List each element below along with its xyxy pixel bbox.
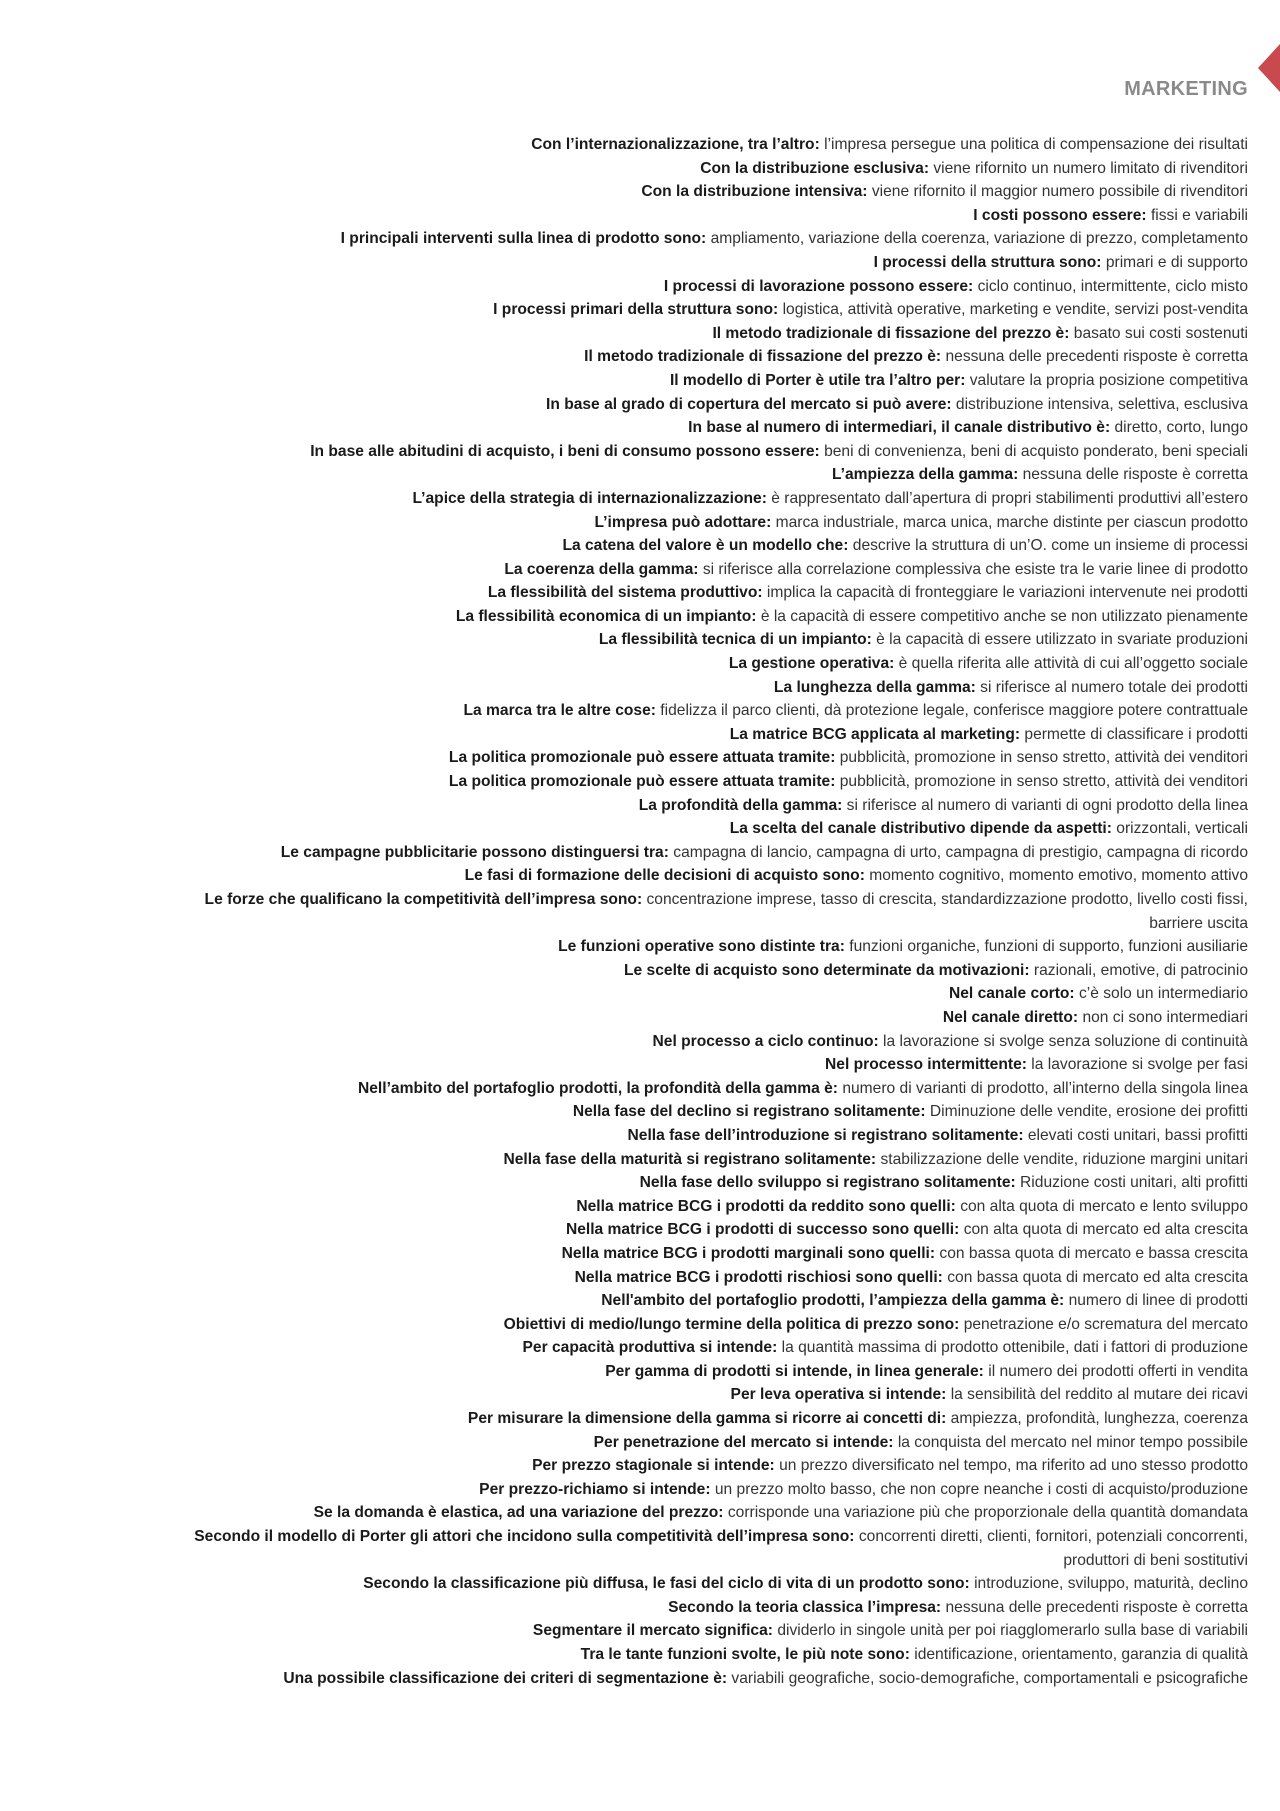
- qa-answer: la conquista del mercato nel minor tempo possibile: [897, 1433, 1248, 1451]
- qa-question: Le campagne pubblicitarie possono distinguersi tra:: [280, 843, 669, 861]
- qa-question: I processi della struttura sono:: [873, 253, 1102, 271]
- qa-question: La coerenza della gamma:: [504, 560, 699, 578]
- qa-question: Nella matrice BCG i prodotti marginali sono quelli:: [561, 1244, 936, 1262]
- qa-answer: beni di convenienza, beni di acquisto ponderato, beni speciali: [824, 442, 1248, 460]
- qa-item: [160, 1313, 1248, 1337]
- qa-answer: marca industriale, marca unica, marche distinte per ciascun prodotto: [775, 513, 1248, 531]
- qa-question: Se la domanda è elastica, ad una variazione del prezzo:: [313, 1504, 724, 1522]
- qa-item: [160, 841, 1248, 865]
- qa-item: [160, 1596, 1248, 1620]
- qa-question: Le forze che qualificano la competitività dell’impresa sono:: [204, 891, 643, 908]
- qa-question: Il metodo tradizionale di fissazione del prezzo è:: [712, 324, 1070, 342]
- qa-question: Per prezzo-richiamo si intende:: [479, 1480, 711, 1498]
- qa-answer: concorrenti diretti, clienti, fornitori, potenziali concorrenti, produttori di beni sostitutivi: [858, 1528, 1248, 1569]
- qa-answer: stabilizzazione delle vendite, riduzione margini unitari: [880, 1150, 1248, 1168]
- qa-answer: concentrazione imprese, tasso di crescita, standardizzazione prodotto, livello costi fissi, barriere uscita: [646, 891, 1248, 932]
- qa-answer: primari e di supporto: [1105, 253, 1248, 271]
- qa-question: La politica promozionale può essere attuata tramite:: [448, 749, 836, 767]
- qa-item: [160, 676, 1248, 700]
- qa-answer: viene rifornito un numero limitato di rivenditori: [933, 159, 1248, 177]
- qa-answer: penetrazione e/o scrematura del mercato: [963, 1315, 1248, 1333]
- qa-question: La marca tra le altre cose:: [463, 702, 656, 720]
- qa-question: Nel canale corto:: [948, 985, 1075, 1003]
- qa-answer: elevati costi unitari, bassi profitti: [1027, 1126, 1248, 1144]
- qa-item: [160, 605, 1248, 629]
- qa-item: [160, 1478, 1248, 1502]
- qa-item: [160, 935, 1248, 959]
- qa-question: Per penetrazione del mercato si intende:: [593, 1433, 894, 1451]
- qa-question: Nella fase dell’introduzione si registrano solitamente:: [627, 1126, 1024, 1144]
- qa-item: [160, 322, 1248, 346]
- qa-answer: campagna di lancio, campagna di urto, campagna di prestigio, campagna di ricordo: [673, 843, 1248, 861]
- qa-question: Per capacità produttiva si intende:: [522, 1339, 778, 1357]
- qa-answer: l’impresa persegue una politica di compensazione dei risultati: [824, 136, 1248, 153]
- qa-question: Nel canale diretto:: [942, 1008, 1079, 1026]
- qa-question: Nell’ambito del portafoglio prodotti, la profondità della gamma è:: [358, 1079, 838, 1097]
- qa-item: [160, 463, 1248, 487]
- qa-question: I processi di lavorazione possono essere:: [663, 277, 974, 295]
- qa-item: [160, 180, 1248, 204]
- qa-answer: ampliamento, variazione della coerenza, variazione di prezzo, completamento: [710, 230, 1248, 248]
- qa-answer: logistica, attività operative, marketing e vendite, servizi post-vendita: [782, 301, 1248, 319]
- qa-answer: si riferisce alla correlazione complessiva che esiste tra le varie linee di prodotto: [702, 560, 1248, 578]
- qa-question: La politica promozionale può essere attuata tramite:: [448, 773, 836, 791]
- qa-question: Nel processo intermittente:: [825, 1056, 1027, 1074]
- qa-question: La flessibilità tecnica di un impianto:: [598, 631, 872, 649]
- qa-answer: la lavorazione si svolge senza soluzione di continuità: [883, 1032, 1248, 1050]
- qa-answer: con bassa quota di mercato e bassa crescita: [939, 1244, 1248, 1262]
- qa-item: [160, 1501, 1248, 1525]
- qa-answer: pubblicità, promozione in senso stretto, attività dei venditori: [839, 749, 1248, 767]
- qa-question: La matrice BCG applicata al marketing:: [729, 725, 1021, 743]
- qa-question: Nel processo a ciclo continuo:: [652, 1032, 879, 1050]
- qa-item: [160, 1643, 1248, 1667]
- qa-item: [160, 1383, 1248, 1407]
- qa-item: [160, 864, 1248, 888]
- qa-answer: momento cognitivo, momento emotivo, momento attivo: [869, 867, 1248, 885]
- qa-answer: ampiezza, profondità, lunghezza, coerenza: [950, 1410, 1248, 1428]
- qa-item: [160, 1148, 1248, 1172]
- qa-item: [160, 888, 1248, 935]
- qa-question: I costi possono essere:: [973, 206, 1147, 224]
- qa-item: [160, 581, 1248, 605]
- qa-item: [160, 1454, 1248, 1478]
- qa-item: [160, 1407, 1248, 1431]
- qa-answer: orizzontali, verticali: [1116, 820, 1248, 838]
- qa-question: In base al numero di intermediari, il canale distributivo è:: [688, 419, 1111, 437]
- qa-item: [160, 1266, 1248, 1290]
- qa-question: In base al grado di copertura del mercato si può avere:: [546, 395, 952, 413]
- qa-question: Nella matrice BCG i prodotti da reddito sono quelli:: [576, 1197, 956, 1215]
- qa-question: Secondo la classificazione più diffusa, le fasi del ciclo di vita di un prodotto sono:: [363, 1575, 970, 1593]
- qa-answer: numero di varianti di prodotto, all’interno della singola linea: [842, 1079, 1248, 1097]
- qa-answer: diretto, corto, lungo: [1114, 419, 1248, 437]
- qa-item: [160, 558, 1248, 582]
- qa-item: [160, 1360, 1248, 1384]
- qa-answer: funzioni organiche, funzioni di supporto, funzioni ausiliarie: [849, 938, 1248, 956]
- qa-answer: corrisponde una variazione più che proporzionale della quantità domandata: [727, 1504, 1248, 1522]
- qa-question: Il metodo tradizionale di fissazione del prezzo è:: [584, 348, 942, 366]
- qa-item: [160, 1195, 1248, 1219]
- qa-question: Tra le tante funzioni svolte, le più note sono:: [580, 1646, 910, 1663]
- qa-question: Le fasi di formazione delle decisioni di acquisto sono:: [464, 867, 865, 885]
- qa-item: [160, 982, 1248, 1006]
- qa-item: [160, 746, 1248, 770]
- qa-item: [160, 1525, 1248, 1572]
- qa-item: [160, 369, 1248, 393]
- qa-item: [160, 959, 1248, 983]
- qa-item: [160, 133, 1248, 157]
- qa-item: [160, 204, 1248, 228]
- qa-item: [160, 1124, 1248, 1148]
- qa-answer: descrive la struttura di un’O. come un insieme di processi: [852, 537, 1248, 555]
- qa-question: Nella fase della maturità si registrano solitamente:: [503, 1150, 877, 1168]
- qa-question: Nell'ambito del portafoglio prodotti, l’ampiezza della gamma è:: [601, 1292, 1065, 1310]
- qa-answer: implica la capacità di fronteggiare le variazioni intervenute nei prodotti: [766, 584, 1248, 602]
- qa-question: Nella matrice BCG i prodotti di successo sono quelli:: [565, 1221, 960, 1239]
- qa-question: L’ampiezza della gamma:: [831, 466, 1019, 484]
- qa-item: [160, 1619, 1248, 1643]
- qa-question: La catena del valore è un modello che:: [562, 537, 849, 555]
- qa-answer: viene rifornito il maggior numero possibile di rivenditori: [871, 183, 1248, 201]
- qa-answer: non ci sono intermediari: [1082, 1008, 1248, 1026]
- qa-item: [160, 628, 1248, 652]
- qa-answer: con alta quota di mercato e lento sviluppo: [960, 1197, 1248, 1215]
- qa-question: Le scelte di acquisto sono determinate da motivazioni:: [624, 961, 1030, 979]
- qa-item: [160, 794, 1248, 818]
- qa-item: [160, 511, 1248, 535]
- qa-answer: ciclo continuo, intermittente, ciclo misto: [977, 277, 1248, 295]
- corner-tab-marker: [1258, 44, 1280, 92]
- qa-question: Con la distribuzione intensiva:: [641, 183, 868, 201]
- qa-answer: distribuzione intensiva, selettiva, esclusiva: [955, 395, 1248, 413]
- qa-item: [160, 251, 1248, 275]
- qa-answer: si riferisce al numero di varianti di ogni prodotto della linea: [846, 796, 1248, 814]
- qa-question: L’impresa può adottare:: [594, 513, 772, 531]
- qa-question: La flessibilità economica di un impianto:: [455, 607, 757, 625]
- qa-answer: Diminuzione delle vendite, erosione dei profitti: [929, 1103, 1248, 1121]
- qa-item: [160, 1667, 1248, 1691]
- qa-item: [160, 1053, 1248, 1077]
- qa-item: [160, 534, 1248, 558]
- qa-item: [160, 1431, 1248, 1455]
- qa-answer: il numero dei prodotti offerti in vendita: [988, 1362, 1248, 1380]
- qa-question: Per leva operativa si intende:: [730, 1386, 947, 1404]
- qa-question: Obiettivi di medio/lungo termine della politica di prezzo sono:: [503, 1315, 960, 1333]
- qa-item: [160, 487, 1248, 511]
- qa-answer: permette di classificare i prodotti: [1024, 725, 1248, 743]
- qa-answer: si riferisce al numero totale dei prodotti: [980, 678, 1248, 696]
- qa-item: [160, 1100, 1248, 1124]
- qa-question: Nella matrice BCG i prodotti rischiosi sono quelli:: [574, 1268, 943, 1286]
- qa-question: Nella fase del declino si registrano solitamente:: [572, 1103, 926, 1121]
- qa-item: [160, 1077, 1248, 1101]
- qa-answer: dividerlo in singole unità per poi riagglomerarlo sulla base di variabili: [777, 1622, 1248, 1640]
- qa-question: Per prezzo stagionale si intende:: [532, 1457, 775, 1475]
- qa-question: La profondità della gamma:: [638, 796, 843, 814]
- qa-answer: con bassa quota di mercato ed alta crescita: [947, 1268, 1248, 1286]
- qa-question: Per misurare la dimensione della gamma si ricorre ai concetti di:: [467, 1410, 947, 1428]
- qa-item: [160, 1336, 1248, 1360]
- qa-item: [160, 1242, 1248, 1266]
- qa-item: [160, 1572, 1248, 1596]
- qa-question: Secondo il modello di Porter gli attori che incidono sulla competitività dell’impresa sono:: [194, 1528, 855, 1546]
- qa-item: [160, 723, 1248, 747]
- qa-question: La scelta del canale distributivo dipende da aspetti:: [729, 820, 1112, 838]
- qa-item: [160, 440, 1248, 464]
- qa-item: [160, 699, 1248, 723]
- qa-question: La flessibilità del sistema produttivo:: [487, 584, 763, 602]
- qa-answer: Riduzione costi unitari, alti profitti: [1020, 1174, 1248, 1192]
- qa-question: Secondo la teoria classica l’impresa:: [668, 1598, 942, 1616]
- qa-answer: c’è solo un intermediario: [1078, 985, 1248, 1003]
- qa-answer: valutare la propria posizione competitiva: [969, 371, 1248, 389]
- qa-answer: è rappresentato dall’apertura di propri stabilimenti produttivi all’estero: [771, 489, 1248, 507]
- qa-item: [160, 393, 1248, 417]
- qa-answer: è quella riferita alle attività di cui all’oggetto sociale: [898, 655, 1248, 673]
- qa-item: [160, 770, 1248, 794]
- qa-question: In base alle abitudini di acquisto, i beni di consumo possono essere:: [310, 442, 820, 460]
- qa-question: I processi primari della struttura sono:: [493, 301, 779, 319]
- qa-item: [160, 416, 1248, 440]
- qa-item: [160, 157, 1248, 181]
- qa-answer: pubblicità, promozione in senso stretto, attività dei venditori: [839, 773, 1248, 791]
- qa-answer: è la capacità di essere utilizzato in svariate produzioni: [876, 631, 1248, 649]
- qa-answer: la sensibilità del reddito al mutare dei ricavi: [950, 1386, 1248, 1404]
- qa-answer: numero di linee di prodotti: [1068, 1292, 1248, 1310]
- qa-answer: variabili geografiche, socio-demografiche, comportamentali e psicografiche: [731, 1669, 1248, 1687]
- qa-question: La lunghezza della gamma:: [773, 678, 976, 696]
- qa-item: [160, 1030, 1248, 1054]
- qa-question: I principali interventi sulla linea di prodotto sono:: [340, 230, 707, 248]
- qa-question: Segmentare il mercato significa:: [532, 1622, 773, 1640]
- qa-item: [160, 1218, 1248, 1242]
- qa-question: Nella fase dello sviluppo si registrano solitamente:: [639, 1174, 1016, 1192]
- qa-answer: basato sui costi sostenuti: [1073, 324, 1248, 342]
- qa-answer: nessuna delle risposte è corretta: [1022, 466, 1248, 484]
- qa-question: Una possibile classificazione dei criteri di segmentazione è:: [283, 1669, 728, 1687]
- qa-answer: un prezzo molto basso, che non copre neanche i costi di acquisto/produzione: [714, 1480, 1248, 1498]
- qa-answer: fissi e variabili: [1150, 206, 1248, 224]
- qa-answer: nessuna delle precedenti risposte è corretta: [945, 1598, 1248, 1616]
- qa-question: Il modello di Porter è utile tra l’altro per:: [669, 371, 966, 389]
- qa-item: [160, 345, 1248, 369]
- qa-answer: con alta quota di mercato ed alta crescita: [963, 1221, 1248, 1239]
- qa-answer: razionali, emotive, di patrocinio: [1033, 961, 1248, 979]
- qa-answer: la quantità massima di prodotto ottenibile, dati i fattori di produzione: [781, 1339, 1248, 1357]
- page-header-title: MARKETING: [1124, 78, 1248, 100]
- qa-list: [160, 133, 1248, 1690]
- qa-item: [160, 227, 1248, 251]
- qa-question: L’apice della strategia di internazionalizzazione:: [412, 489, 767, 507]
- qa-item: [160, 1171, 1248, 1195]
- qa-answer: un prezzo diversificato nel tempo, ma riferito ad uno stesso prodotto: [779, 1457, 1248, 1475]
- qa-item: [160, 817, 1248, 841]
- qa-question: Con l’internazionalizzazione, tra l’altro:: [531, 136, 820, 153]
- qa-question: Per gamma di prodotti si intende, in linea generale:: [605, 1362, 984, 1380]
- qa-answer: la lavorazione si svolge per fasi: [1031, 1056, 1248, 1074]
- qa-item: [160, 652, 1248, 676]
- qa-answer: nessuna delle precedenti risposte è corretta: [945, 348, 1248, 366]
- qa-question: La gestione operativa:: [728, 655, 895, 673]
- qa-item: [160, 1006, 1248, 1030]
- qa-item: [160, 275, 1248, 299]
- qa-item: [160, 298, 1248, 322]
- qa-item: [160, 1289, 1248, 1313]
- qa-question: Le funzioni operative sono distinte tra:: [558, 938, 845, 956]
- qa-answer: introduzione, sviluppo, maturità, declino: [974, 1575, 1248, 1593]
- qa-answer: fidelizza il parco clienti, dà protezione legale, conferisce maggiore potere contrattuale: [660, 702, 1248, 720]
- qa-question: Con la distribuzione esclusiva:: [700, 159, 930, 177]
- qa-answer: è la capacità di essere competitivo anche se non utilizzato pienamente: [760, 607, 1248, 625]
- qa-answer: identificazione, orientamento, garanzia di qualità: [914, 1646, 1248, 1663]
